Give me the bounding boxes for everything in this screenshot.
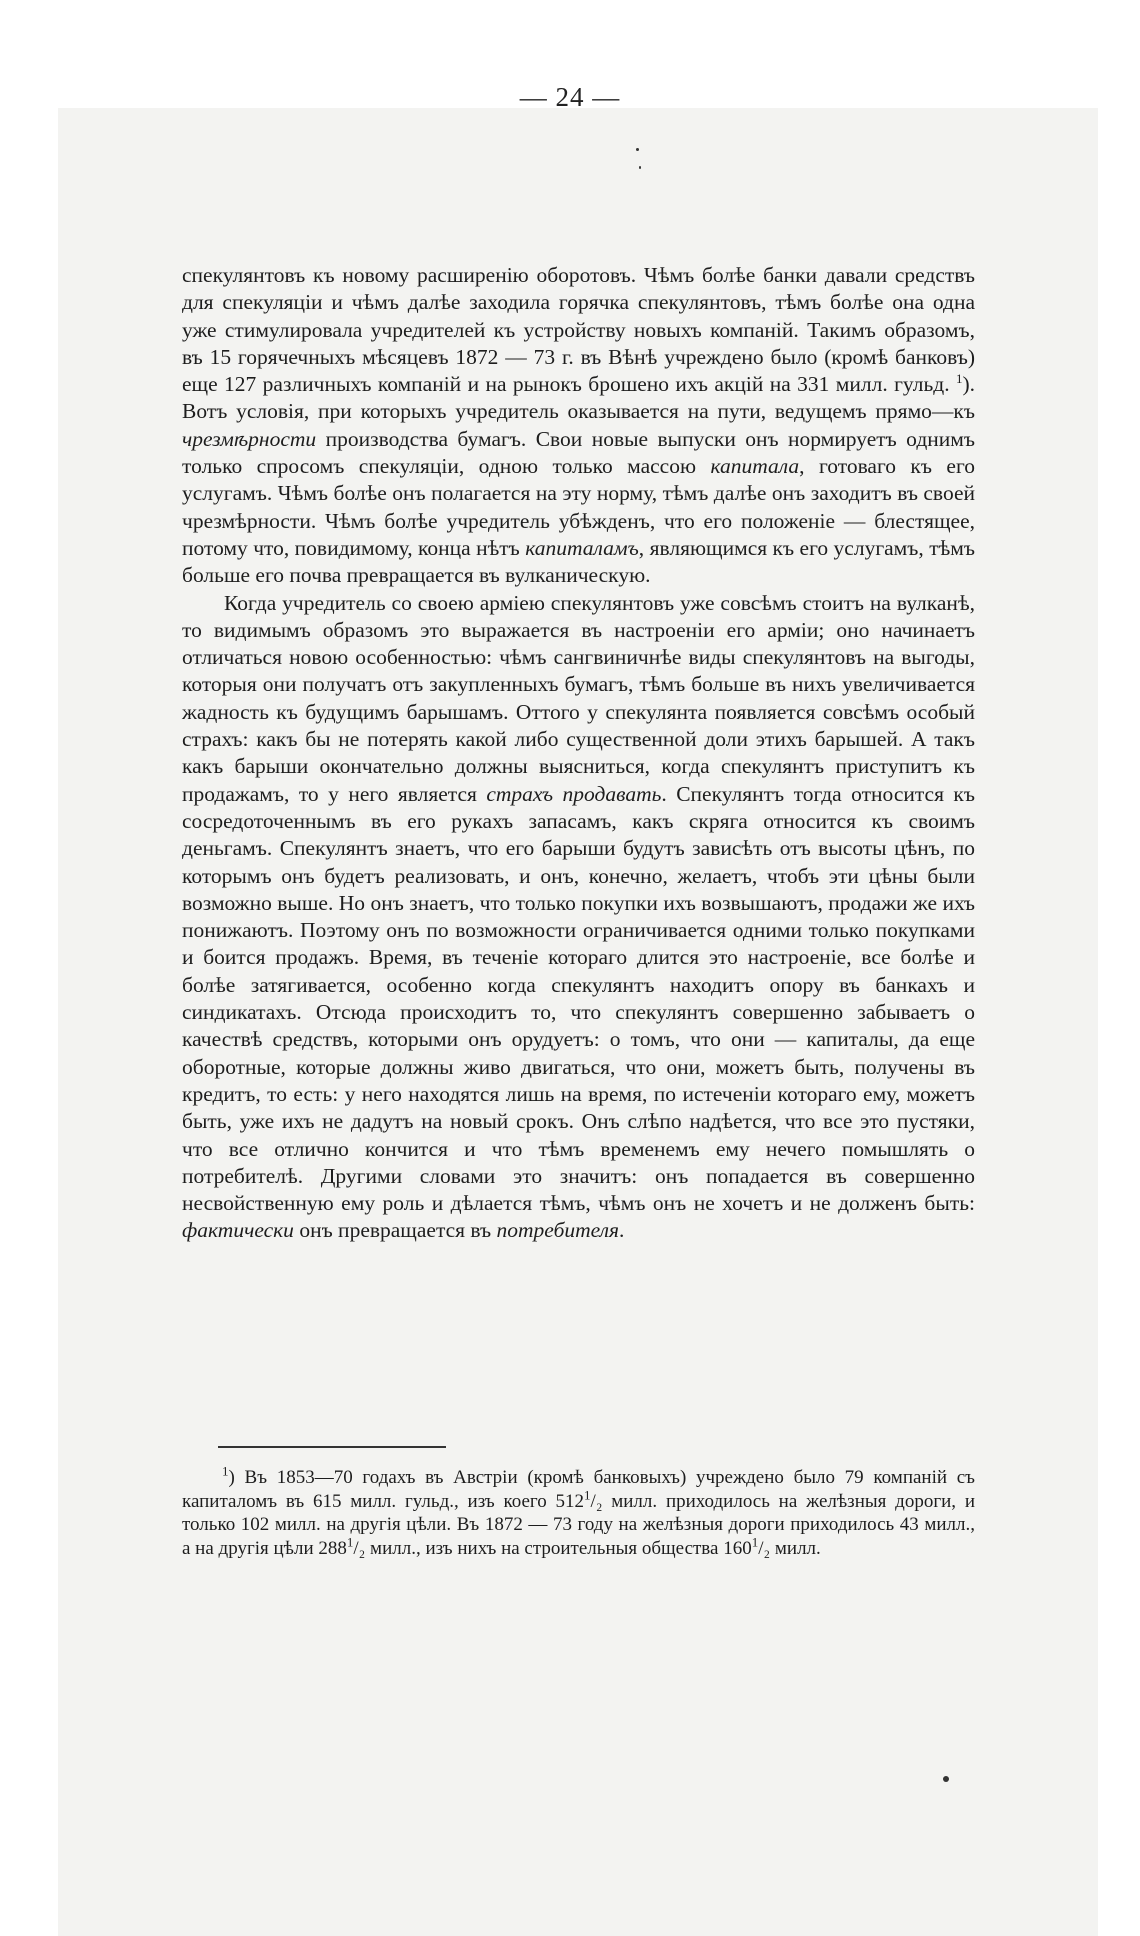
emphasis: чрезмѣрности: [182, 426, 317, 451]
text-run: , готоваго къ его услугамъ. Чѣмъ болѣе онъ полагается на эту норму, тѣмъ далѣе онъ заходитъ въ своей чрезмѣрности. Чѣмъ болѣе учредитель убѣжденъ, что его положеніе — блестящее, потому что, повидимому, конца нѣтъ: [182, 454, 975, 560]
emphasis: капитала: [710, 454, 800, 479]
scan-speck: [636, 148, 639, 151]
footnote-text: [182, 1463, 975, 1560]
footnote-ref: 1: [346, 1534, 354, 1550]
page-number: — 24 —: [519, 82, 621, 112]
text-run: /₂ милл.: [758, 1537, 821, 1559]
paragraph-1: [182, 262, 975, 590]
text-run: . Спекулянтъ тогда относится къ сосредоточеннымъ въ его рукахъ запасамъ, какъ скряга относится къ своимъ деньгамъ. Спекулянтъ знаетъ, что его барыши будутъ зависѣть отъ высоты цѣнъ, по которымъ онъ будетъ реализовать, и онъ, конечно, желаетъ, чтобъ эти цѣны были возможно выше. Но онъ знаетъ, что только покупки ихъ возвышаютъ, продажи же ихъ понижаютъ. Поэтому онъ по возможности ограничивается одними только покупками и боится продажъ. Время, въ теченіе котораго длится это настроеніе, все болѣе и болѣе затягивается, особенно когда спекулянтъ находитъ опору въ банкахъ и синдикатахъ. Отсюда происходитъ то, что спекулянтъ совершенно забываетъ о качествѣ средствъ, которыми онъ орудуетъ: о томъ, что они — капиталы, да еще оборотные, которые должны живо двигаться, что они, можетъ быть, получены въ кредитъ, то есть: у него находятся лишь на время, по истеченіи котораго ему, можетъ быть, уже ихъ не дадутъ на новый срокъ. Онъ слѣпо надѣется, что все это пустяки, что все отлично кончится и что тѣмъ временемъ ему нечего помышлять о потребителѣ. Другими словами это значитъ: онъ попадается въ совершенно несвойственную ему роль и дѣлается тѣмъ, чѣмъ онъ не хочетъ и не долженъ быть:: [182, 781, 975, 1216]
emphasis: капиталамъ: [525, 535, 639, 560]
text-run: производства бумагъ. Свои новые выпуски онъ нормируетъ однимъ только спросомъ спекуляціи, одною только массою: [182, 426, 975, 479]
footnote-ref: 1: [955, 371, 963, 387]
text-run: , являющимся къ его услугамъ, тѣмъ больше его почва превращается въ вулканическую.: [182, 535, 975, 588]
footnote-ref: 1: [584, 1487, 591, 1503]
main-text: [182, 262, 975, 1245]
text-run: .: [619, 1218, 625, 1243]
text-run: /₂ милл. приходилось на желѣзныя дороги, и только 102 милл. на другія цѣли. Въ 1872 — 73 году на желѣзныя дороги приходилось 43 милл., а на другія цѣли 288: [182, 1490, 975, 1559]
footnote-divider: [218, 1446, 446, 1448]
footnote-ref: 1: [222, 1463, 229, 1479]
footnote-ref: 1: [751, 1534, 759, 1550]
scan-speck: [943, 1776, 949, 1782]
emphasis: потребителя: [496, 1218, 620, 1243]
footnote: [182, 1463, 975, 1560]
scan-speck: [639, 166, 641, 169]
text-run: ) Въ 1853—70 годахъ въ Австріи (кромѣ банковыхъ) учреждено было 79 компаній съ капиталомъ въ 615 милл. гульд., изъ коего 512: [182, 1467, 975, 1512]
text-run: Когда учредитель со своею арміею спекулянтовъ уже совсѣмъ стоитъ на вулканѣ, то видимымъ образомъ это выражается въ настроеніи его арміи; оно начинаетъ отличаться новою особенностью: чѣмъ сангвиничнѣе виды спекулянтовъ на выгоды, которыя они получатъ отъ закупленныхъ бумагъ, тѣмъ больше въ нихъ увеличивается жадность къ будущимъ барышамъ. Оттого у спекулянта появляется совсѣмъ особый страхъ: какъ бы не потерять какой либо существенной доли этихъ барышей. А такъ какъ барыши окончательно должны выясниться, когда спекулянтъ приступитъ къ продажамъ, то у него является: [182, 590, 975, 806]
emphasis: страхъ продавать: [486, 781, 662, 806]
text-run: /₂ милл., изъ нихъ на строительныя общества 160: [353, 1537, 752, 1559]
emphasis: фактически: [182, 1218, 294, 1243]
paragraph-2: [182, 590, 975, 1245]
text-run: онъ превращается въ: [293, 1218, 497, 1243]
text-run: спекулянтовъ къ новому расширенію оборотовъ. Чѣмъ болѣе банки давали средствъ для спекуляціи и чѣмъ далѣе заходила горячка спекулянтовъ, тѣмъ болѣе она одна уже стимулировала учредителей къ устройству новыхъ компаній. Такимъ образомъ, въ 15 горячечныхъ мѣсяцевъ 1872 — 73 г. въ Вѣнѣ учреждено было (кромѣ банковъ) еще 127 различныхъ компаній и на рынокъ брошено ихъ акцій на 331 милл. гульд.: [182, 263, 975, 397]
text-run: ). Вотъ условія, при которыхъ учредитель оказывается на пути, ведущемъ прямо—къ: [182, 372, 975, 424]
